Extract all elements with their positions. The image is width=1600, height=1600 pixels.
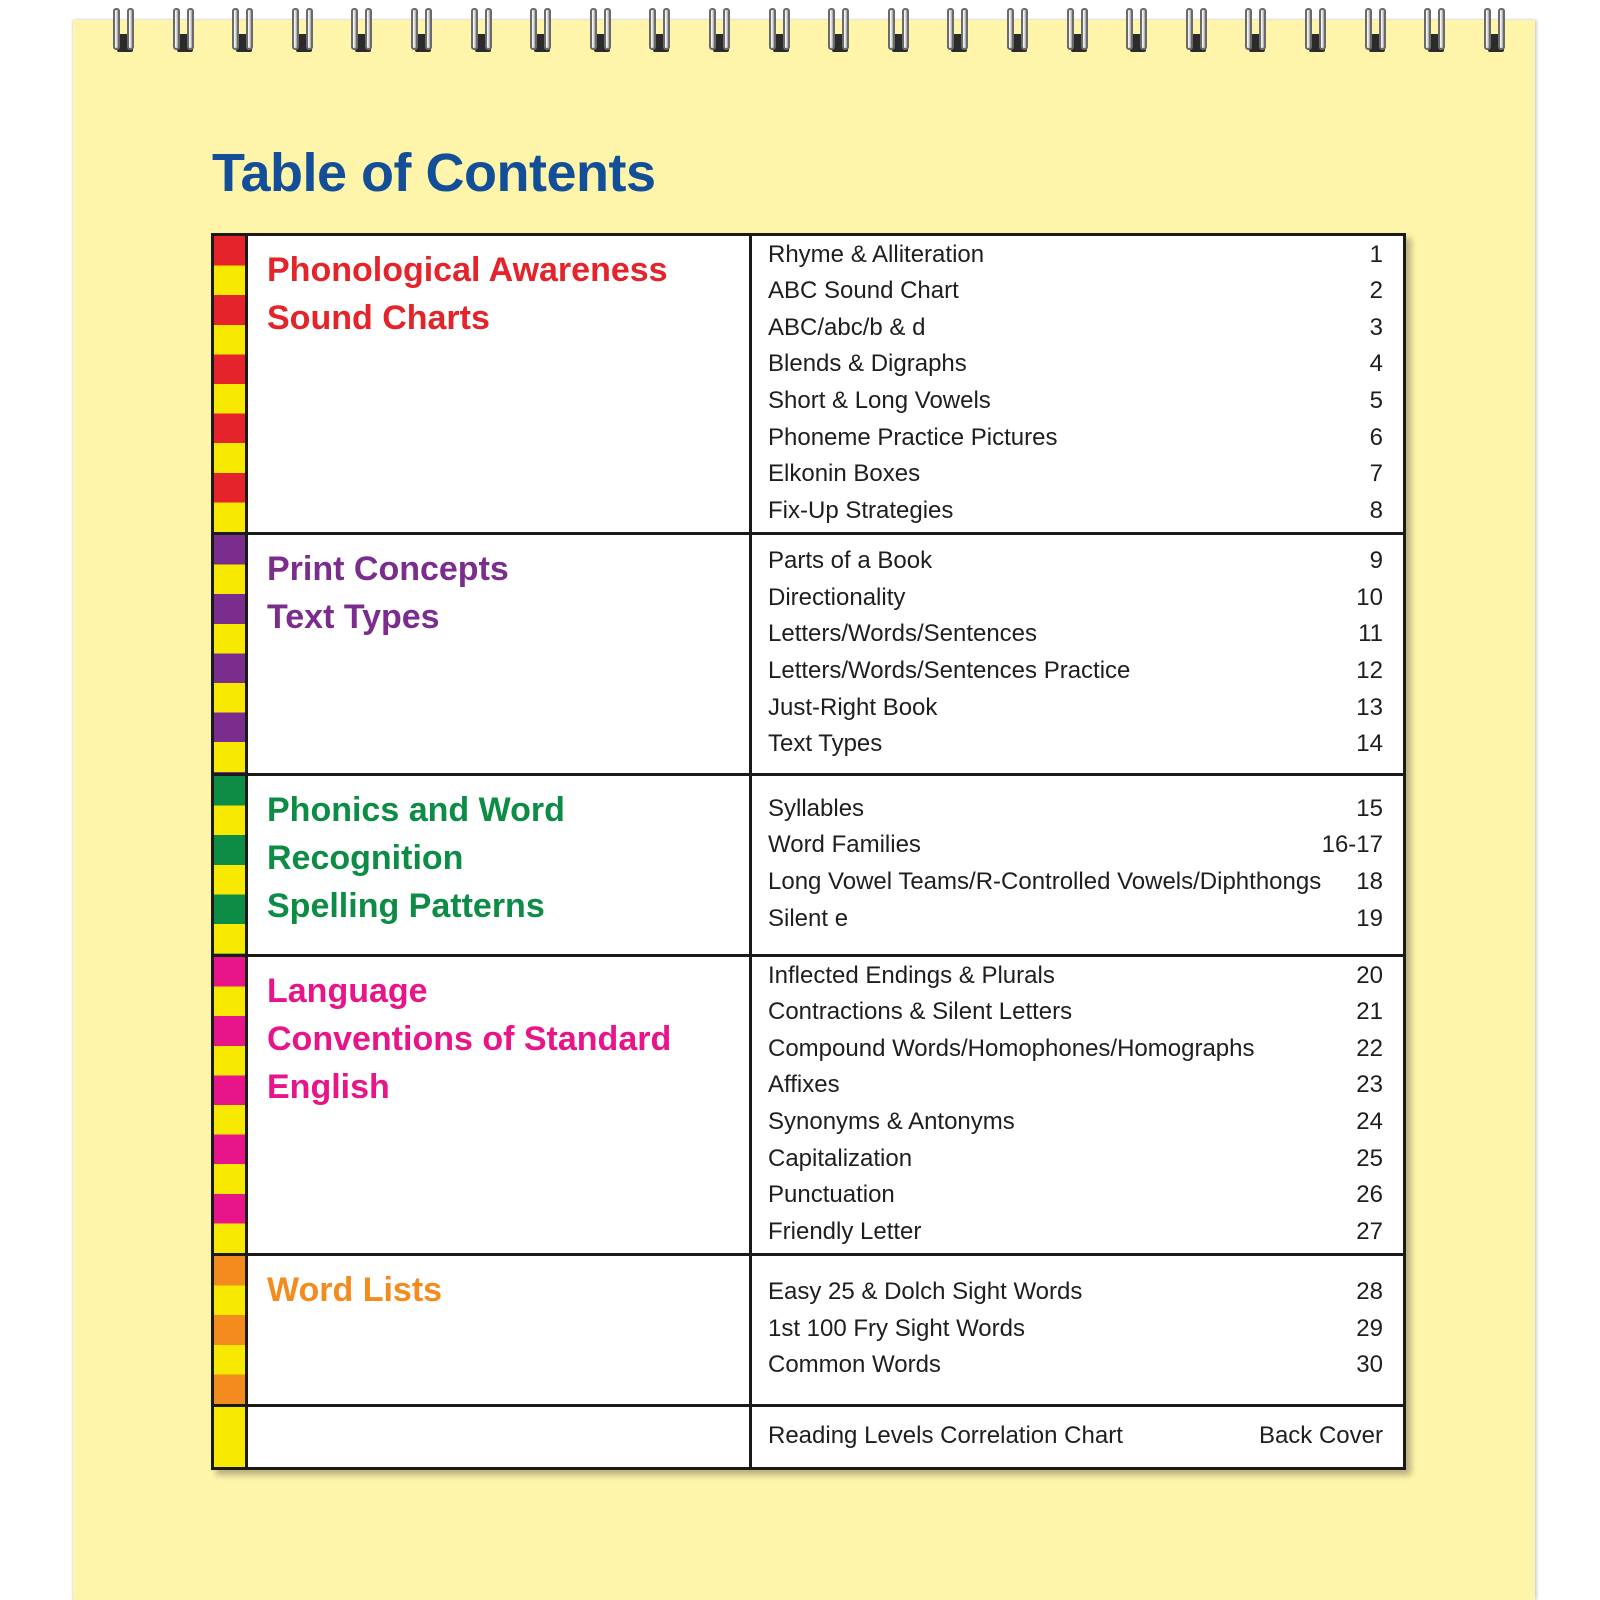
spiral-coil bbox=[173, 8, 197, 52]
entry-page-number: 22 bbox=[1356, 1034, 1383, 1062]
entry-page-number: 10 bbox=[1356, 583, 1383, 611]
entry-page-number: 28 bbox=[1356, 1278, 1383, 1306]
entry-page-number: 7 bbox=[1369, 460, 1383, 488]
toc-section bbox=[214, 1256, 1403, 1407]
section-heading: Word Lists bbox=[267, 1271, 443, 1309]
spiral-coil bbox=[232, 8, 256, 52]
color-tab-stripe bbox=[214, 236, 248, 532]
entry-label: Compound Words/Homophones/Homographs bbox=[768, 1034, 1255, 1062]
entry-label: Elkonin Boxes bbox=[768, 460, 921, 488]
toc-section bbox=[214, 236, 1403, 535]
entry-page-number: 25 bbox=[1356, 1144, 1383, 1172]
spiral-coil bbox=[411, 8, 435, 52]
entry-page-number: 13 bbox=[1356, 693, 1383, 721]
entry-label: Syllables bbox=[768, 794, 865, 822]
section-heading: Print Concepts bbox=[267, 550, 509, 588]
section-entries bbox=[752, 236, 1403, 532]
color-tab-stripe bbox=[214, 957, 248, 1253]
spiral-coil bbox=[769, 8, 793, 52]
spiral-binding bbox=[0, 8, 1600, 56]
toc-entry[interactable] bbox=[768, 901, 1383, 938]
entry-page-number: 26 bbox=[1356, 1181, 1383, 1209]
toc-entry[interactable] bbox=[768, 958, 1383, 995]
entry-page-number: 1 bbox=[1369, 240, 1383, 268]
entry-page-number: 15 bbox=[1356, 794, 1383, 822]
toc-entry[interactable] bbox=[768, 383, 1383, 420]
entry-page-number: 21 bbox=[1356, 998, 1383, 1026]
section-heading-cell bbox=[248, 535, 752, 773]
toc-entry[interactable] bbox=[768, 1177, 1383, 1214]
entry-page-number: Back Cover bbox=[1258, 1421, 1383, 1449]
color-tab-stripe bbox=[214, 1256, 248, 1404]
spiral-coil bbox=[1186, 8, 1210, 52]
entry-page-number: 2 bbox=[1369, 277, 1383, 305]
spiral-coil bbox=[947, 8, 971, 52]
entry-label: Silent e bbox=[768, 904, 849, 932]
section-heading-cell bbox=[248, 776, 752, 954]
entry-page-number: 29 bbox=[1356, 1314, 1383, 1342]
spiral-coil bbox=[471, 8, 495, 52]
spiral-coil bbox=[1424, 8, 1448, 52]
toc-entry[interactable] bbox=[768, 1274, 1383, 1311]
entry-page-number: 8 bbox=[1369, 496, 1383, 524]
toc-entry[interactable] bbox=[768, 1031, 1383, 1068]
section-heading: Conventions of Standard English bbox=[267, 1020, 672, 1106]
toc-entry[interactable] bbox=[768, 580, 1383, 617]
entry-page-number: 19 bbox=[1356, 904, 1383, 932]
entry-label: Common Words bbox=[768, 1351, 941, 1379]
spiral-coil bbox=[1305, 8, 1329, 52]
toc-entry[interactable] bbox=[768, 690, 1383, 727]
toc-section bbox=[214, 1407, 1403, 1467]
entry-label: Inflected Endings & Plurals bbox=[768, 961, 1055, 989]
color-tab-stripe bbox=[214, 776, 248, 954]
section-heading-cell bbox=[248, 1256, 752, 1404]
entry-label: Short & Long Vowels bbox=[768, 387, 991, 414]
section-heading: Spelling Patterns bbox=[267, 887, 545, 925]
toc-entry[interactable] bbox=[768, 1311, 1383, 1348]
entry-label: Fix-Up Strategies bbox=[768, 496, 954, 524]
toc-entry[interactable] bbox=[768, 543, 1383, 580]
entry-label: Just-Right Book bbox=[768, 693, 938, 721]
section-heading: Phonological Awareness bbox=[267, 251, 668, 289]
entry-page-number: 18 bbox=[1356, 868, 1383, 895]
entry-label: Letters/Words/Sentences Practice bbox=[768, 657, 1131, 684]
entry-label: Long Vowel Teams/R-Controlled Vowels/Diphthongs bbox=[768, 868, 1322, 895]
toc-entry[interactable] bbox=[768, 791, 1383, 828]
section-entries bbox=[752, 535, 1403, 773]
entry-page-number: 9 bbox=[1369, 547, 1383, 575]
spiral-coil bbox=[709, 8, 733, 52]
page-title: Table of Contents bbox=[212, 143, 656, 203]
toc-entry[interactable] bbox=[768, 726, 1383, 763]
entry-label: ABC/abc/b & d bbox=[768, 313, 926, 341]
spiral-coil bbox=[1245, 8, 1269, 52]
entry-page-number: 23 bbox=[1356, 1071, 1383, 1099]
toc-section bbox=[214, 776, 1403, 957]
entry-label: Letters/Words/Sentences bbox=[768, 620, 1038, 648]
toc-entry[interactable] bbox=[768, 1418, 1383, 1455]
spiral-coil bbox=[888, 8, 912, 52]
entry-label: Friendly Letter bbox=[768, 1217, 922, 1245]
toc-entry[interactable] bbox=[768, 237, 1383, 274]
section-heading-cell bbox=[248, 957, 752, 1253]
entry-label: Synonyms & Antonyms bbox=[768, 1108, 1015, 1135]
toc-entry[interactable] bbox=[768, 1141, 1383, 1178]
color-tab-stripe bbox=[214, 1407, 248, 1467]
entry-page-number: 24 bbox=[1356, 1108, 1383, 1135]
toc-entry[interactable] bbox=[768, 273, 1383, 310]
spiral-coil bbox=[292, 8, 316, 52]
entry-label: Phoneme Practice Pictures bbox=[768, 423, 1058, 451]
section-heading: Language bbox=[267, 972, 428, 1010]
entry-page-number: 16-17 bbox=[1321, 831, 1383, 859]
entry-page-number: 4 bbox=[1369, 350, 1383, 378]
entry-label: Contractions & Silent Letters bbox=[768, 998, 1073, 1026]
entry-page-number: 12 bbox=[1356, 657, 1383, 684]
spiral-coil bbox=[1126, 8, 1150, 52]
section-entries bbox=[752, 776, 1403, 954]
toc-entry[interactable] bbox=[768, 456, 1383, 493]
entry-label: Blends & Digraphs bbox=[768, 350, 967, 378]
section-entries bbox=[752, 1407, 1403, 1467]
section-entries bbox=[752, 957, 1403, 1253]
entry-page-number: 11 bbox=[1358, 620, 1383, 648]
entry-page-number: 27 bbox=[1356, 1217, 1383, 1245]
entry-label: Directionality bbox=[768, 583, 906, 611]
spiral-coil bbox=[1484, 8, 1508, 52]
contents-table bbox=[211, 233, 1406, 1470]
entry-label: Capitalization bbox=[768, 1144, 913, 1172]
toc-entry[interactable] bbox=[768, 616, 1383, 653]
entry-page-number: 20 bbox=[1356, 961, 1383, 989]
color-tab-stripe bbox=[214, 535, 248, 773]
toc-entry[interactable] bbox=[768, 653, 1383, 690]
toc-entry[interactable] bbox=[768, 493, 1383, 530]
spiral-coil bbox=[1007, 8, 1031, 52]
spiral-coil bbox=[828, 8, 852, 52]
entry-label: Easy 25 & Dolch Sight Words bbox=[768, 1278, 1083, 1306]
toc-entry[interactable] bbox=[768, 827, 1383, 864]
section-heading: Text Types bbox=[267, 598, 440, 636]
toc-entry[interactable] bbox=[768, 346, 1383, 383]
entry-label: Affixes bbox=[768, 1071, 840, 1099]
entry-label: 1st 100 Fry Sight Words bbox=[768, 1314, 1025, 1342]
toc-entry[interactable] bbox=[768, 420, 1383, 457]
entry-page-number: 30 bbox=[1356, 1351, 1383, 1379]
spiral-coil bbox=[1067, 8, 1091, 52]
toc-entry[interactable] bbox=[768, 994, 1383, 1031]
toc-section bbox=[214, 957, 1403, 1256]
section-heading: Phonics and Word Recognition bbox=[267, 791, 565, 877]
section-heading-cell bbox=[248, 1407, 752, 1467]
entry-label: Word Families bbox=[768, 831, 921, 859]
spiral-coil bbox=[113, 8, 137, 52]
entry-page-number: 3 bbox=[1369, 313, 1383, 341]
entry-label: Punctuation bbox=[768, 1181, 895, 1209]
entry-page-number: 6 bbox=[1369, 423, 1383, 451]
entry-label: Rhyme & Alliteration bbox=[768, 240, 985, 268]
spiral-coil bbox=[351, 8, 375, 52]
entry-label: Parts of a Book bbox=[768, 547, 933, 575]
toc-entry[interactable] bbox=[768, 864, 1383, 901]
spiral-coil bbox=[1365, 8, 1389, 52]
spiral-coil bbox=[649, 8, 673, 52]
toc-entry[interactable] bbox=[768, 1347, 1383, 1384]
toc-entry[interactable] bbox=[768, 310, 1383, 347]
spiral-coil bbox=[590, 8, 614, 52]
toc-entry[interactable] bbox=[768, 1214, 1383, 1251]
section-heading: Sound Charts bbox=[267, 299, 490, 337]
entry-label: Text Types bbox=[768, 730, 883, 758]
entry-label: ABC Sound Chart bbox=[768, 277, 959, 305]
section-heading-cell bbox=[248, 236, 752, 532]
spiral-coil bbox=[530, 8, 554, 52]
toc-entry[interactable] bbox=[768, 1067, 1383, 1104]
entry-page-number: 14 bbox=[1356, 730, 1383, 758]
section-entries bbox=[752, 1256, 1403, 1404]
entry-page-number: 5 bbox=[1369, 387, 1383, 414]
toc-section bbox=[214, 535, 1403, 776]
entry-label: Reading Levels Correlation Chart bbox=[768, 1421, 1123, 1449]
toc-entry[interactable] bbox=[768, 1104, 1383, 1141]
